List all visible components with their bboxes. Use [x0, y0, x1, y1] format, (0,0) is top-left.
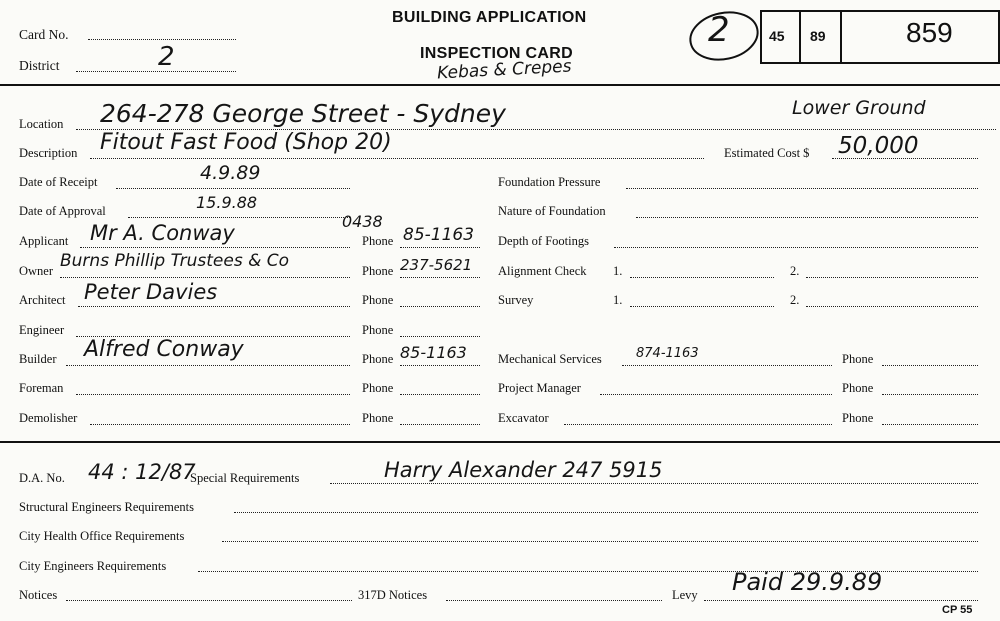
foundation-pressure-label: Foundation Pressure	[498, 175, 601, 189]
pm-line	[600, 394, 832, 395]
demolisher-phone-label: Phone	[362, 411, 394, 425]
estimated-cost-label: Estimated Cost $	[724, 146, 810, 160]
survey-label: Survey	[498, 293, 534, 307]
location-value: 264-278 George Street - Sydney	[100, 99, 506, 128]
applicant-phone-label: Phone	[362, 234, 394, 248]
survey-1-line	[630, 306, 774, 307]
applicant-label: Applicant	[19, 234, 69, 248]
pm-phone-line	[882, 394, 978, 395]
engineer-phone-label: Phone	[362, 323, 394, 337]
mech-line	[622, 365, 832, 366]
applicant-value: Mr A. Conway	[90, 221, 235, 245]
footings-line	[614, 247, 978, 248]
structural-line	[234, 512, 978, 513]
card-number: 859	[906, 17, 953, 48]
demolisher-phone-line	[400, 424, 480, 425]
alignment-2-label: 2.	[790, 264, 800, 278]
architect-value: Peter Davies	[84, 280, 218, 304]
alignment-label: Alignment Check	[498, 264, 587, 278]
approval-line	[128, 217, 350, 218]
form-code: CP 55	[942, 604, 973, 616]
mech-label: Mechanical Services	[498, 352, 602, 366]
nature-line	[636, 217, 978, 218]
description-value: Fitout Fast Food (Shop 20)	[100, 130, 392, 155]
owner-phone-line	[400, 277, 480, 278]
receipt-line	[116, 188, 350, 189]
location-note: Lower Ground	[792, 97, 926, 119]
da-label: D.A. No.	[19, 471, 65, 485]
alignment-1-label: 1.	[613, 264, 623, 278]
notices-317d-line	[446, 600, 662, 601]
notices-317d-label: 317D Notices	[358, 588, 428, 602]
owner-phone-label: Phone	[362, 264, 394, 278]
special-label: Special Requirements	[190, 471, 300, 485]
title-line2: INSPECTION CARD	[420, 45, 573, 62]
receipt-label: Date of Receipt	[19, 175, 98, 189]
structural-label: Structural Engineers Requirements	[19, 500, 194, 514]
approval-value: 15.9.88	[196, 193, 258, 212]
builder-phone-line	[400, 365, 480, 366]
builder-phone-label: Phone	[362, 352, 394, 366]
health-label: City Health Office Requirements	[19, 529, 185, 543]
architect-label: Architect	[19, 293, 66, 307]
pm-phone-label: Phone	[842, 381, 874, 395]
box2-value: 89	[810, 28, 826, 44]
title-line1: BUILDING APPLICATION	[392, 9, 587, 26]
foreman-line	[76, 394, 350, 395]
approval-label: Date of Approval	[19, 204, 106, 218]
location-label: Location	[19, 117, 64, 131]
applicant-phone: 85-1163	[403, 225, 475, 245]
special-line	[330, 483, 978, 484]
estimated-cost-value: 50,000	[838, 133, 919, 159]
architect-line	[78, 306, 350, 307]
receipt-value: 4.9.89	[200, 162, 261, 184]
alignment-2-line	[806, 277, 978, 278]
special-value: Harry Alexander 247 5915	[384, 458, 663, 482]
survey-2-label: 2.	[790, 293, 800, 307]
foreman-phone-label: Phone	[362, 381, 394, 395]
card-no-label: Card No.	[19, 27, 69, 42]
applicant-line	[80, 247, 350, 248]
engineer-phone-line	[400, 336, 480, 337]
owner-value: Burns Phillip Trustees & Co	[60, 251, 290, 271]
title-annotation: Kebas & Crepes	[436, 56, 572, 84]
builder-line	[66, 365, 350, 366]
excavator-phone-label: Phone	[842, 411, 874, 425]
owner-line	[60, 277, 350, 278]
demolisher-label: Demolisher	[19, 411, 78, 425]
owner-phone: 237-5621	[400, 256, 473, 274]
builder-phone: 85-1163	[400, 343, 467, 362]
notices-line	[66, 600, 352, 601]
foundation-pressure-line	[626, 188, 978, 189]
applicant-phone-prefix: 0438	[342, 212, 383, 231]
foreman-label: Foreman	[19, 381, 64, 395]
applicant-phone-line	[400, 247, 480, 248]
city-eng-label: City Engineers Requirements	[19, 559, 167, 573]
levy-label: Levy	[672, 588, 698, 602]
survey-2-line	[806, 306, 978, 307]
middle-rule	[0, 441, 1000, 443]
foreman-phone-line	[400, 394, 480, 395]
circled-number: 2	[708, 10, 730, 50]
mech-phone-label: Phone	[842, 352, 874, 366]
architect-phone-line	[400, 306, 480, 307]
card-no-line	[88, 39, 236, 40]
header-rule	[0, 84, 1000, 86]
engineer-label: Engineer	[19, 323, 65, 337]
card-no-value: 2	[158, 42, 175, 72]
mech-phone-line	[882, 365, 978, 366]
builder-label: Builder	[19, 352, 57, 366]
levy-line	[704, 600, 978, 601]
excavator-line	[564, 424, 832, 425]
builder-value: Alfred Conway	[84, 337, 244, 362]
excavator-phone-line	[882, 424, 978, 425]
description-label: Description	[19, 146, 78, 160]
description-line	[90, 158, 704, 159]
survey-1-label: 1.	[613, 293, 623, 307]
notices-label: Notices	[19, 588, 58, 602]
box-divider-2	[840, 12, 842, 62]
pm-label: Project Manager	[498, 381, 581, 395]
box-divider-1	[799, 12, 801, 62]
levy-value: Paid 29.9.89	[732, 568, 883, 596]
mech-value: 874-1163	[636, 346, 699, 361]
card-number-box	[760, 10, 1000, 64]
district-line	[76, 71, 236, 72]
demolisher-line	[90, 424, 350, 425]
district-label: District	[19, 58, 60, 73]
alignment-1-line	[630, 277, 774, 278]
owner-label: Owner	[19, 264, 54, 278]
nature-label: Nature of Foundation	[498, 204, 606, 218]
footings-label: Depth of Footings	[498, 234, 589, 248]
excavator-label: Excavator	[498, 411, 549, 425]
box1-value: 45	[769, 28, 785, 44]
architect-phone-label: Phone	[362, 293, 394, 307]
health-line	[222, 541, 978, 542]
da-value: 44 : 12/87	[88, 460, 196, 484]
